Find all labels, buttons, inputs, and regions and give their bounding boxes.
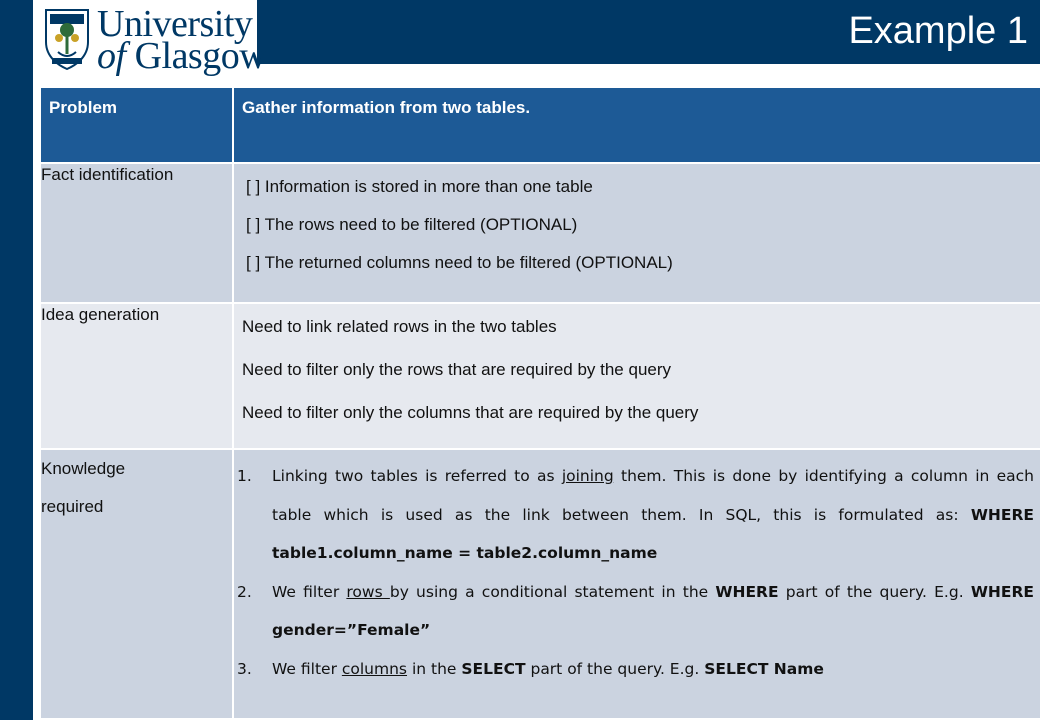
fact-identification-label: Fact identification (40, 163, 233, 303)
university-logo (40, 3, 267, 77)
slide-title: Example 1 (848, 10, 1028, 52)
knowledge-item: 2. We filter rows by using a conditional statement in the WHERE part of the query. E.g. WHERE gender=”Female” (237, 582, 1034, 639)
problem-value: Gather information from two tables. (233, 87, 1040, 163)
checklist-item: [ ] The rows need to be filtered (OPTIONAL) (246, 215, 578, 234)
knowledge-item: 3. We filter columns in the SELECT part of the query. E.g. SELECT Name (237, 659, 824, 678)
checklist-item: [ ] Information is stored in more than one table (246, 177, 593, 196)
knowledge-required-list (233, 449, 1040, 719)
idea-item: Need to filter only the rows that are required by the query (242, 360, 672, 379)
table-row (40, 303, 1040, 449)
logo-text-glasgow: of Glasgow (97, 35, 267, 77)
idea-item: Need to link related rows in the two tables (242, 317, 557, 336)
table-row (40, 163, 1040, 303)
problem-label: Problem (40, 87, 233, 163)
knowledge-required-label (40, 449, 233, 719)
left-accent-bar (0, 0, 33, 720)
fact-identification-list (233, 163, 1040, 303)
logo-text-university: University (97, 3, 253, 45)
checklist-item: [ ] The returned columns need to be filtered (OPTIONAL) (246, 253, 673, 272)
header-bar (257, 0, 1040, 64)
knowledge-label-line2: required (41, 497, 104, 516)
problem-solving-table (39, 86, 1040, 720)
knowledge-item: 1. Linking two tables is referred to as joining them. This is done by identifying a column in each table which is used as the link between them. In SQL, this is formulated as: WHERE table1.column_name = table2.column_name (237, 467, 1035, 562)
knowledge-label-line1: Knowledge (41, 459, 126, 478)
idea-generation-label: Idea generation (40, 303, 233, 449)
table-header-row (40, 87, 1040, 163)
idea-generation-list (233, 303, 1040, 449)
idea-item: Need to filter only the columns that are required by the query (242, 403, 699, 422)
table-row (40, 449, 1040, 719)
crest-icon (44, 8, 90, 70)
